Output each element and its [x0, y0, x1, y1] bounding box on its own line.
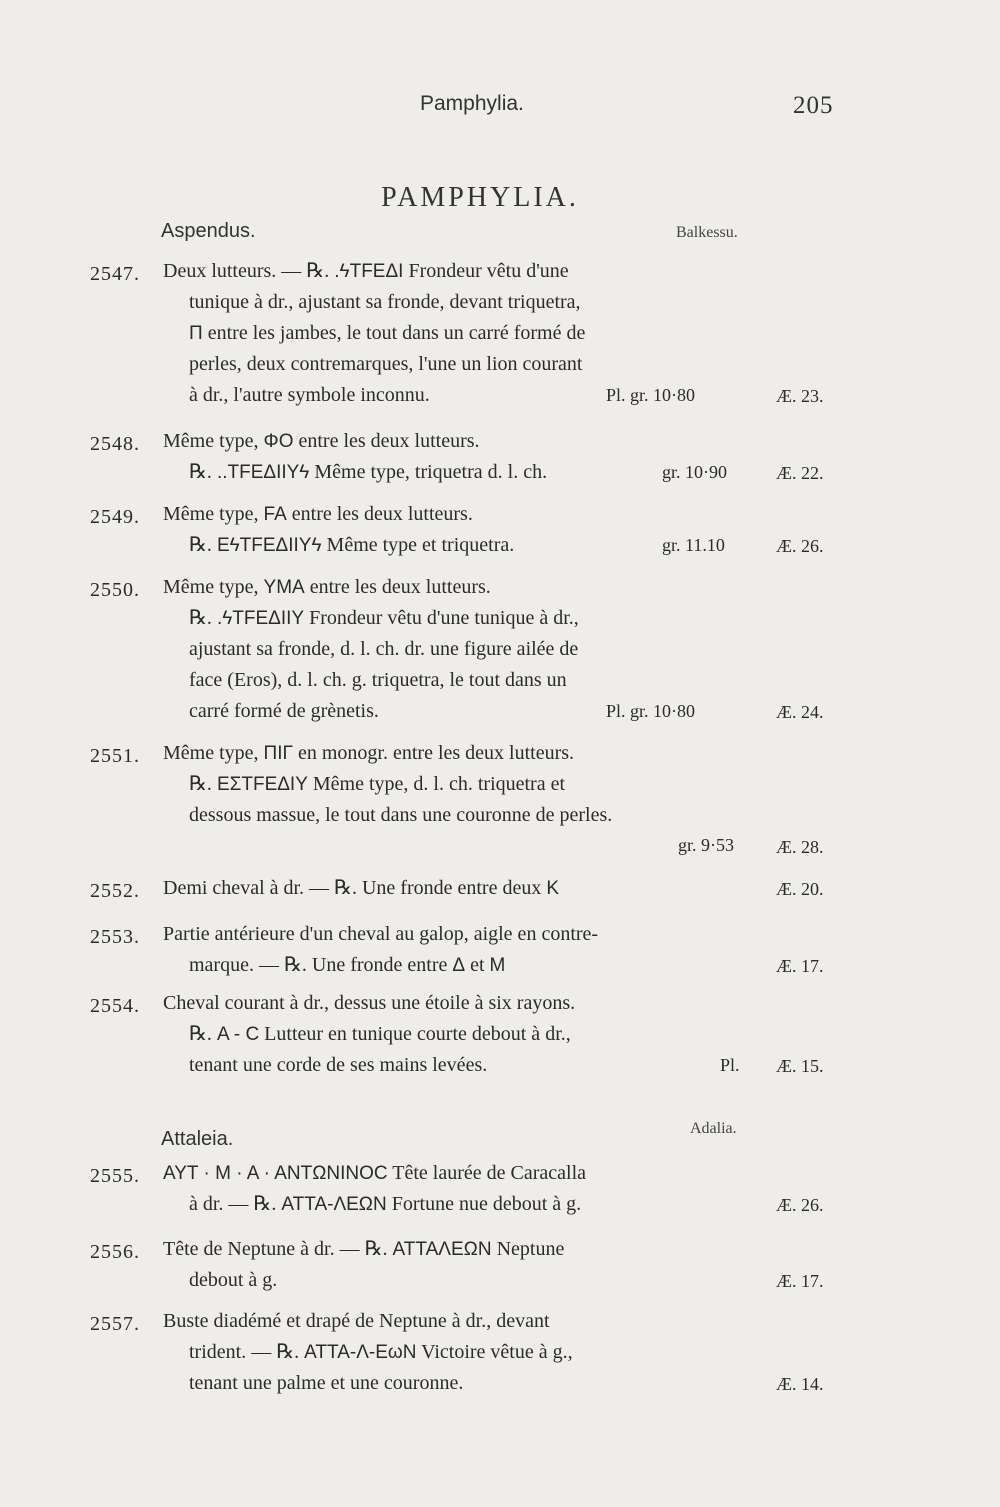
metal-size: Æ. 23. — [776, 386, 824, 406]
entry-line — [189, 457, 547, 488]
entry-number: 2551. — [90, 745, 140, 767]
entry-text: Demi cheval à dr. — ℞. Une fronde entre deux — [163, 877, 547, 899]
entry-text: Même type, — [163, 742, 264, 764]
entry-text: Deux lutteurs. — ℞. — [163, 260, 335, 282]
entry-line — [189, 349, 582, 380]
entry-line — [189, 950, 505, 981]
entry-line — [163, 256, 569, 287]
metal-size: Æ. 28. — [776, 837, 824, 857]
entry-line — [189, 800, 612, 831]
metal-size: Æ. 20. — [776, 879, 824, 899]
entry-number: 2547. — [90, 263, 140, 285]
entry-line — [189, 318, 585, 349]
legend-inscription: A - C — [216, 1024, 260, 1045]
entry-number: 2550. — [90, 579, 140, 601]
entry-text: face (Eros), d. l. ch. g. triquetra, le tout dans un — [189, 669, 567, 691]
section-heading-aspendus: Aspendus. — [161, 220, 256, 242]
entry-number: 2548. — [90, 433, 140, 455]
entry-text: Même type, — [163, 430, 264, 452]
entry-line — [163, 1234, 564, 1265]
entry-text: entre les deux lutteurs. — [286, 503, 473, 525]
entry-line — [163, 738, 574, 769]
entry-text: entre les deux lutteurs. — [304, 576, 491, 598]
entry-text: en monogr. entre les deux lutteurs. — [293, 742, 575, 764]
entry-line — [163, 572, 491, 603]
entry-line — [189, 1368, 463, 1399]
entry-number: 2557. — [90, 1313, 140, 1335]
entry-text: ℞. — [189, 773, 217, 795]
entry-text: Même type, triquetra d. l. ch. — [309, 461, 548, 483]
section-heading-attaleia: Attaleia. — [161, 1128, 234, 1150]
plate-weight: gr. 11.10 — [662, 535, 725, 555]
entry-text: tenant une palme et une couronne. — [189, 1372, 464, 1394]
plate-weight: gr. 10·90 — [662, 462, 727, 482]
entry-text: Frondeur vêtu d'une tunique à dr., — [304, 607, 579, 629]
entry-line — [189, 380, 430, 411]
plate-weight: Pl. — [720, 1055, 740, 1075]
entry-line — [163, 988, 575, 1019]
entry-line — [189, 1337, 573, 1368]
section-place-aspendus: Balkessu. — [676, 224, 738, 241]
entry-text: ℞. — [189, 534, 217, 556]
metal-size: Æ. 26. — [776, 1195, 824, 1215]
legend-inscription: .ϟTFEΔI — [334, 261, 404, 282]
entry-text: trident. — ℞. — [189, 1341, 305, 1363]
legend-inscription: M — [489, 955, 506, 976]
entry-text: Victoire vêtue à g., — [416, 1341, 573, 1363]
entry-text: Neptune — [491, 1238, 565, 1260]
entry-text: à dr. — ℞. — [189, 1193, 282, 1215]
entry-text: Frondeur vêtu d'une — [403, 260, 569, 282]
legend-inscription: ATTAΛΕΩN — [392, 1239, 492, 1260]
legend-inscription: K — [546, 878, 560, 899]
entry-text: perles, deux contremarques, l'une un lion courant — [189, 353, 583, 375]
entry-text: Cheval courant à dr., dessus une étoile à six rayons. — [163, 992, 576, 1014]
entry-text: Lutteur en tunique courte debout à dr., — [259, 1023, 571, 1045]
page-number: 205 — [793, 92, 834, 119]
entry-line — [189, 696, 379, 727]
legend-inscription: AYT · M · A · ANTΩNINOC — [163, 1163, 388, 1184]
entry-line — [189, 287, 581, 318]
entry-text: Fortune nue debout à g. — [386, 1193, 582, 1215]
entry-text: Buste diadémé et drapé de Neptune à dr., devant — [163, 1310, 550, 1332]
entry-text: Tête laurée de Caracalla — [387, 1162, 587, 1184]
legend-inscription: ATTA-ΛΕΩN — [281, 1194, 387, 1215]
entry-text: tunique à dr., ajustant sa fronde, devant triquetra, — [189, 291, 581, 313]
legend-inscription: YMA — [263, 577, 305, 598]
entry-number: 2552. — [90, 880, 140, 902]
metal-size: Æ. 14. — [776, 1374, 824, 1394]
entry-text: entre les deux lutteurs. — [293, 430, 480, 452]
entry-text: Tête de Neptune à dr. — ℞. — [163, 1238, 393, 1260]
entry-number: 2549. — [90, 506, 140, 528]
entry-line — [189, 665, 567, 696]
plate-weight: gr. 9·53 — [678, 835, 734, 855]
entry-text: à dr., l'autre symbole inconnu. — [189, 384, 430, 406]
legend-inscription: ATTA-Λ-ΕωN — [304, 1342, 417, 1363]
entry-text: Même type, — [163, 576, 264, 598]
entry-text: debout à g. — [189, 1269, 278, 1291]
section-place-attaleia: Adalia. — [690, 1120, 737, 1137]
entry-line — [163, 1158, 586, 1189]
legend-inscription: EϟTFEΔIIYϟ — [216, 535, 322, 556]
entry-text: ℞. — [189, 607, 217, 629]
entry-line — [163, 426, 480, 457]
entry-line — [189, 769, 565, 800]
entry-line — [189, 1050, 487, 1081]
entry-line — [163, 873, 559, 904]
legend-inscription: ΠΙΓ — [263, 743, 293, 764]
entry-text: carré formé de grènetis. — [189, 700, 379, 722]
entry-number: 2554. — [90, 995, 140, 1017]
running-head: Pamphylia. — [420, 92, 524, 115]
entry-text: entre les jambes, le tout dans un carré formé de — [202, 322, 586, 344]
legend-inscription: ΕΣTFEΔIY — [216, 774, 308, 795]
entry-line — [189, 1189, 581, 1220]
entry-line — [163, 919, 598, 950]
plate-weight: Pl. gr. 10·80 — [606, 385, 696, 405]
entry-line — [163, 1306, 550, 1337]
legend-inscription: FA — [263, 504, 287, 525]
entry-line — [189, 603, 579, 634]
entry-text: Même type, — [163, 503, 264, 525]
entry-text: ℞. — [189, 461, 217, 483]
plate-weight: Pl. gr. 10·80 — [606, 701, 696, 721]
legend-inscription: ..TFEΔIIYϟ — [216, 462, 310, 483]
entry-text: Même type et triquetra. — [321, 534, 515, 556]
entry-text: dessous massue, le tout dans une couronne de perles. — [189, 804, 613, 826]
metal-size: Æ. 17. — [776, 956, 824, 976]
metal-size: Æ. 17. — [776, 1271, 824, 1291]
metal-size: Æ. 22. — [776, 463, 824, 483]
entry-number: 2556. — [90, 1241, 140, 1263]
entry-number: 2553. — [90, 926, 140, 948]
entry-text: ajustant sa fronde, d. l. ch. dr. une figure ailée de — [189, 638, 579, 660]
metal-size: Æ. 26. — [776, 536, 824, 556]
legend-inscription: .ϟTFEΔIIY — [216, 608, 305, 629]
legend-inscription: Δ — [452, 955, 466, 976]
entry-text: ℞. — [189, 1023, 217, 1045]
entry-text: et — [465, 954, 490, 976]
entry-line — [163, 499, 473, 530]
metal-size: Æ. 24. — [776, 702, 824, 722]
entry-text: marque. — ℞. Une fronde entre — [189, 954, 453, 976]
entry-text: Partie antérieure d'un cheval au galop, aigle en contre- — [163, 923, 599, 945]
entry-text: tenant une corde de ses mains levées. — [189, 1054, 488, 1076]
entry-line — [189, 530, 514, 561]
entry-number: 2555. — [90, 1165, 140, 1187]
entry-line — [189, 634, 578, 665]
entry-line — [189, 1265, 277, 1296]
metal-size: Æ. 15. — [776, 1056, 824, 1076]
entry-line — [189, 1019, 571, 1050]
legend-inscription: Π — [189, 323, 203, 344]
chapter-title: PAMPHYLIA. — [381, 182, 579, 213]
legend-inscription: ΦO — [263, 431, 294, 452]
entry-text: Même type, d. l. ch. triquetra et — [307, 773, 566, 795]
